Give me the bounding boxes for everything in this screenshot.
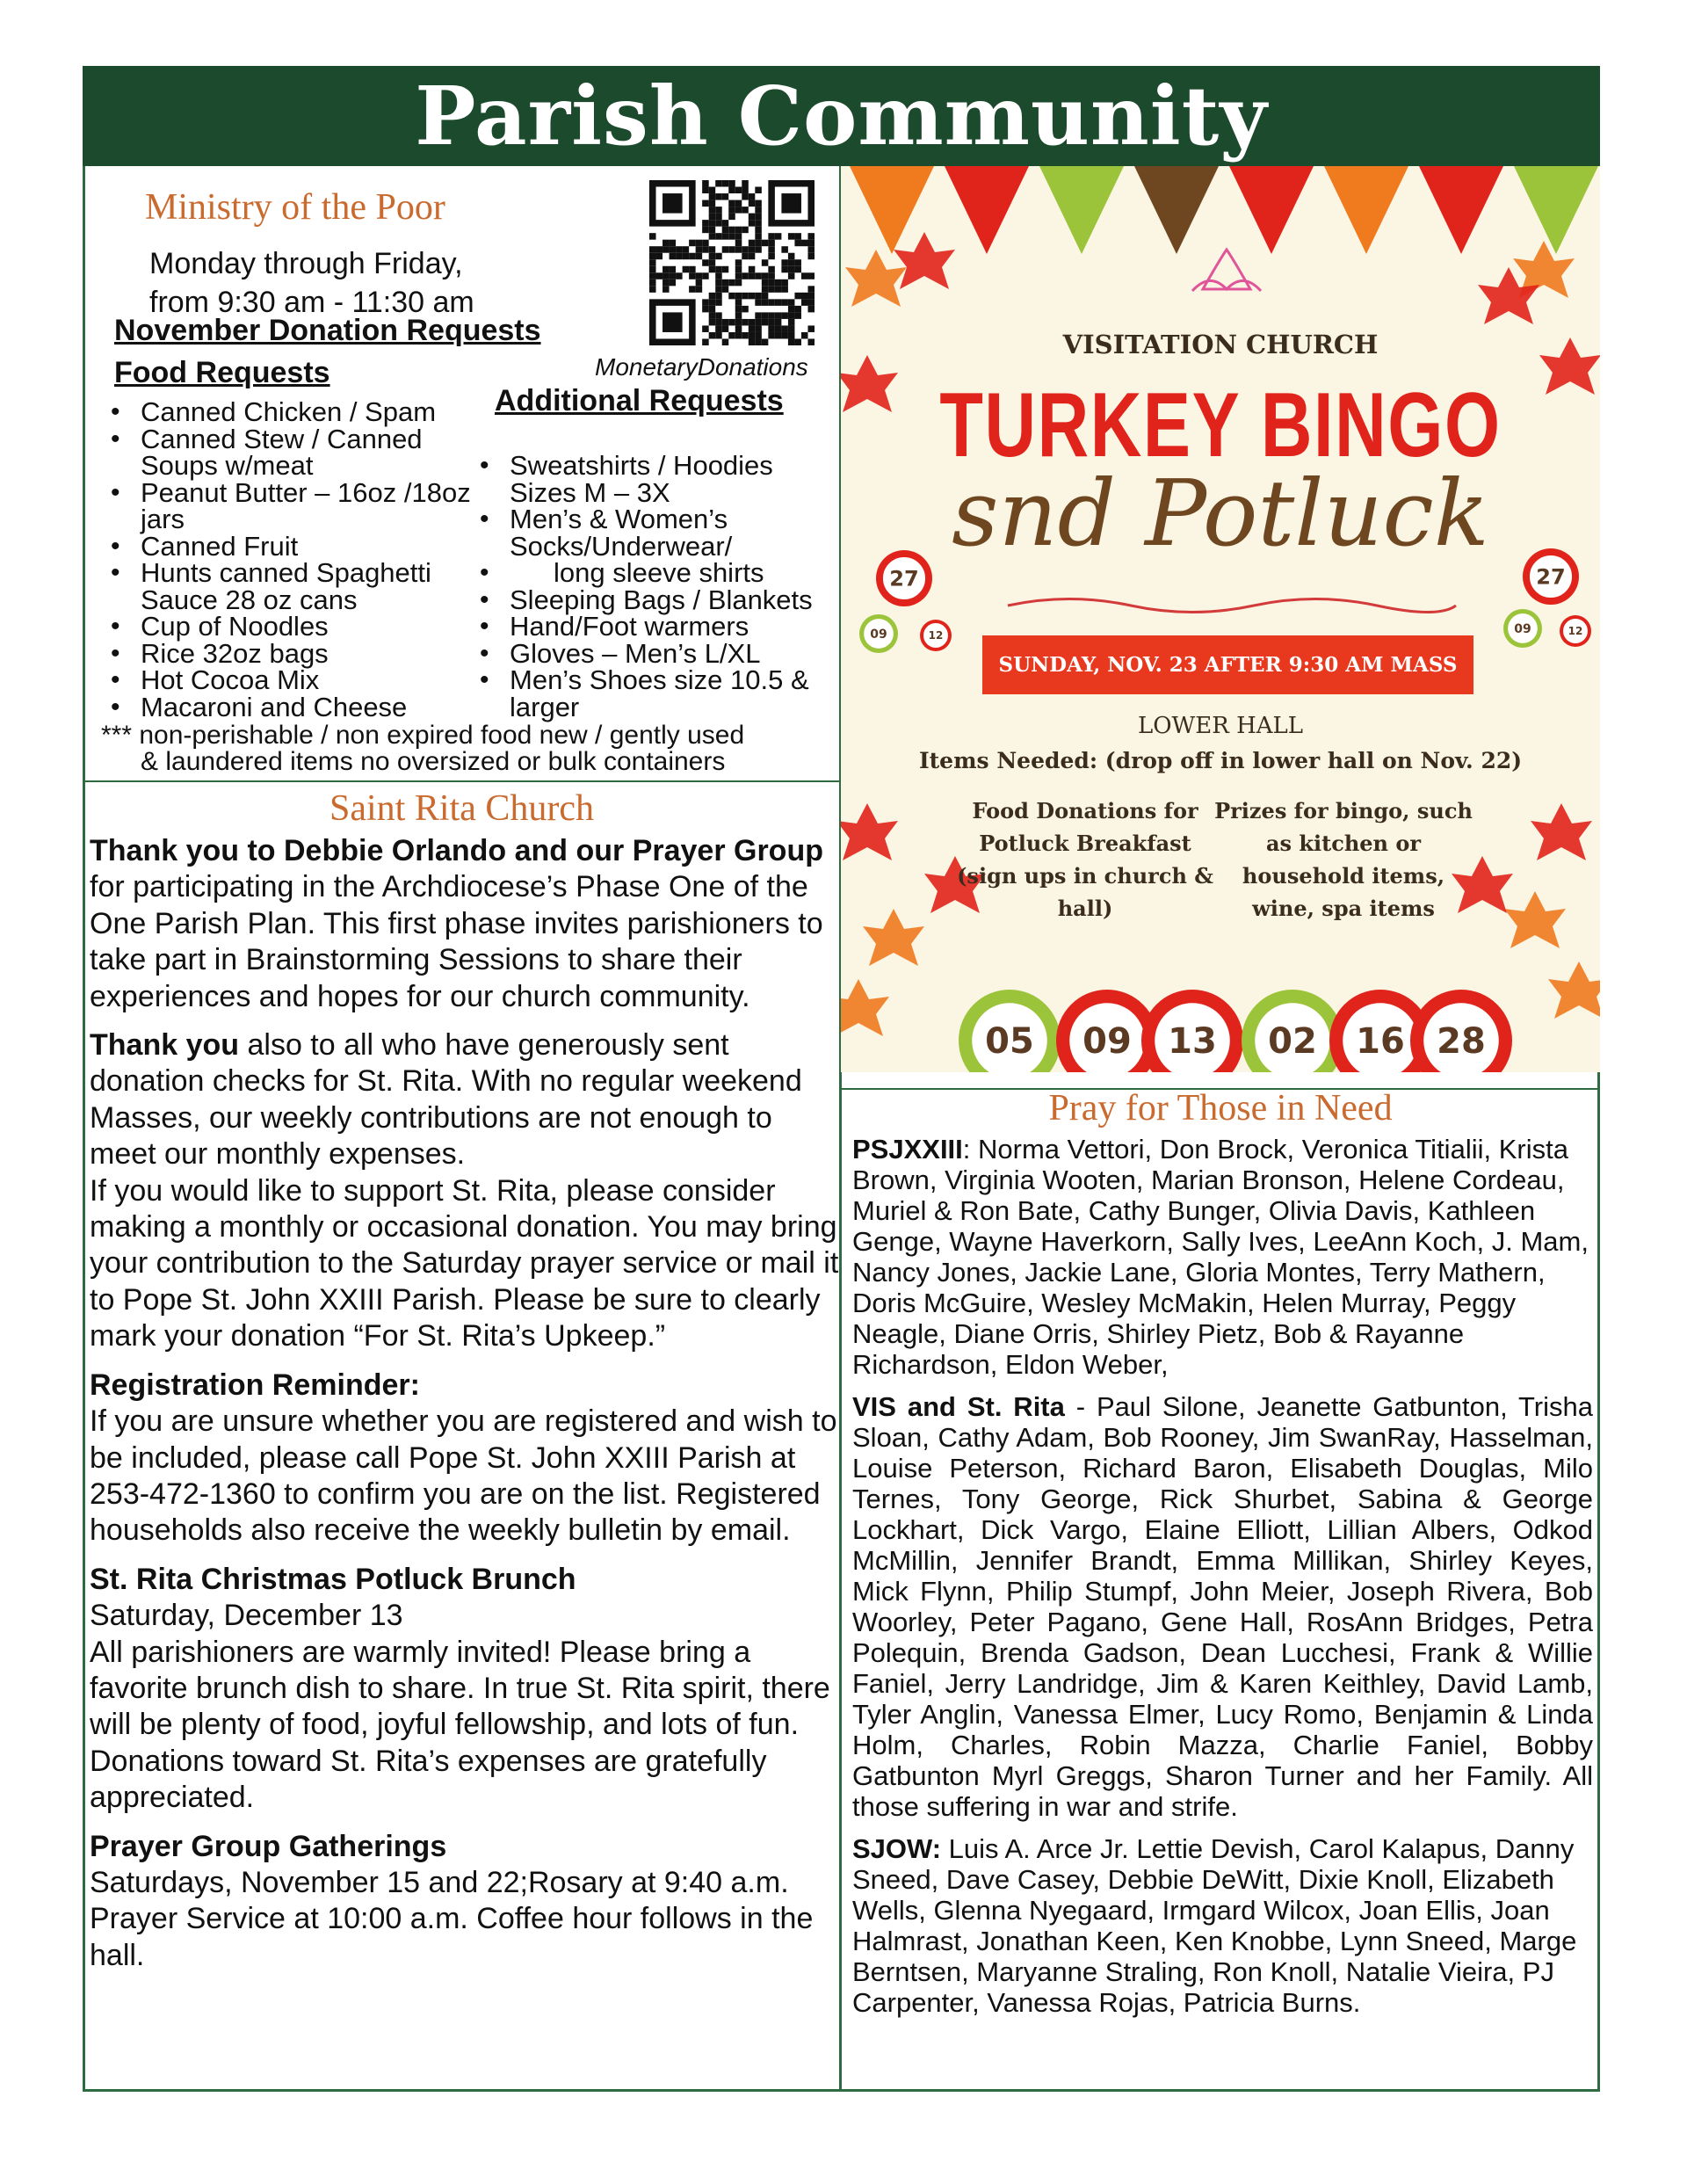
list-item-text: Hand/Foot warmers: [510, 611, 749, 642]
prayer-group-psjxxiii: [852, 1134, 1593, 1380]
turkey-bingo-flyer: [841, 166, 1600, 1072]
flyer-prizes: Prizes for bingo, such as kitchen or household items, wine, spa items: [1214, 798, 1473, 921]
bingo-ball-number: 28: [1437, 1021, 1486, 1062]
group-label: PSJXXIII: [852, 1134, 963, 1165]
paragraph-text: Saturdays, November 15 and 22;Rosary at 9:40 a.m. Prayer Service at 10:00 a.m. Coffee hour follows in the hall.: [90, 1865, 814, 1972]
st-rita-title: Saint Rita Church: [329, 788, 594, 829]
bold-lead: Thank you: [90, 1028, 240, 1063]
support-paragraph: If you would like to support St. Rita, please consider making a monthly or occasional donation. You may bring your contribution to the Saturday prayer service or mail it to Pope St. John XXIII Parish. Please be sure to clearly mark your donation “For St. Rita’s Upkeep.”: [90, 1173, 839, 1353]
list-item: [480, 613, 840, 641]
list-item: [480, 664, 840, 722]
flyer-date-banner: SUNDAY, NOV. 23 AFTER 9:30 AM MASS: [982, 635, 1473, 694]
list-item-text: Peanut Butter – 16oz /18oz jars: [141, 476, 471, 534]
bingo-ball-number: 13: [1168, 1021, 1217, 1062]
food-requests-heading: Food Requests: [114, 356, 330, 389]
list-item-text: Canned Stew / Canned Soups w/meat: [141, 423, 423, 481]
thanks-prayer-group: [90, 833, 840, 1015]
group-names: - Paul Silone, Jeanette Gatbunton, Trisha Sloan, Cathy Adam, Bob Rooney, Jim SwanRay, Hasselman, Louise Peterson, Richard Baron, Elisabeth Douglas, Milo Ternes, Tony George, Rick Shurbet, Sabina & George Lockhart, Dick Vargo, Elaine Elliott, Lillian Albers, Odkod McMillin, Jennifer Brandt, Emma Millikan, Shirley Keyes, Mick Flynn, Philip Stumpf, John Meier, Joseph Rivera, Bob Woorley, Peter Pagano, Gene Hall, RosAnn Bridges, Petra Polequin, Brenda Gadson, Dean Lucchesi, Frank & Willie Faniel, Jerry Landridge, Jim & Karen Keithley, David Lamb, Tyler Anglin, Vanessa Elmer, Lucy Romo, Benjamin & Linda Holm, Charles, Robin Mazza, Charlie Faniel, Bobby Gatbunton Myrl Greggs, Sharon Turner and her Family. All those suffering in war and strife.: [852, 1391, 1593, 1822]
bingo-ball-number: 09: [870, 627, 887, 642]
list-item: [111, 530, 480, 562]
maple-leaf-icon: [1531, 803, 1592, 860]
prayer-group-sjow: [852, 1833, 1593, 2018]
additional-requests-heading: Additional Requests: [495, 384, 784, 417]
bingo-ball-number: 16: [1356, 1021, 1405, 1062]
bingo-ball-number: 05: [985, 1021, 1034, 1062]
flyer-title: TURKEY BINGO: [939, 374, 1502, 476]
flyer-food-donations: Food Donations for Potluck Breakfast (sign ups in church & hall): [957, 798, 1213, 921]
list-item: [111, 613, 480, 641]
qr-code-icon[interactable]: [648, 180, 816, 345]
bingo-ball-number: 12: [928, 629, 944, 642]
event-date: Saturday, December 13: [90, 1599, 403, 1633]
list-item: [111, 423, 480, 481]
bingo-ball-number: 09: [1514, 621, 1531, 636]
maple-leaf-icon: [841, 355, 898, 412]
section-heading: Registration Reminder:: [90, 1368, 420, 1402]
prayer-list: [852, 1134, 1593, 2087]
list-item: [111, 476, 480, 534]
list-item-text: Cup of Noodles: [141, 611, 329, 642]
maple-leaf-icon: [1548, 961, 1600, 1019]
group-label: SJOW:: [852, 1833, 942, 1864]
list-item: [111, 637, 480, 669]
food-requests-list: [111, 396, 480, 722]
christmas-brunch: [90, 1562, 840, 1817]
list-item: [480, 506, 840, 560]
maple-leaf-icon: [841, 979, 889, 1036]
list-item-text: Macaroni and Cheese: [141, 691, 408, 722]
st-rita-body: [90, 833, 840, 2088]
paragraph-text: All parishioners are warmly invited! Please bring a favorite brunch dish to share. In true St. Rita spirit, there will be plenty of food, joyful fellowship, and lots of fun. Donations toward St. Rita’s expenses are gratefully appreciated.: [90, 1635, 830, 1815]
bunting-flag: [1134, 166, 1219, 254]
list-item-text: Canned Fruit: [141, 530, 299, 562]
list-item-text: Hunts canned Spaghetti Sauce 28 oz cans: [141, 557, 431, 615]
group-names: Luis A. Arce Jr. Lettie Devish, Carol Kalapus, Danny Sneed, Dave Casey, Debbie DeWitt, Dixie Knoll, Elizabeth Wells, Glenna Nyegaard, Irmgard Wilcox, Joan Ellis, Joan Halmrast, Jonathan Keen, Ken Knobbe, Lynn Sneed, Marge Berntsen, Maryanne Straling, Ron Knoll, Natalie Vieira, PJ Carpenter, Vanessa Rojas, Patricia Burns.: [852, 1833, 1577, 2018]
vine-divider: [1008, 599, 1456, 613]
section-heading: Prayer Group Gatherings: [90, 1829, 447, 1863]
list-item: [480, 450, 840, 508]
maple-leaf-icon: [845, 250, 907, 307]
list-item-text: Canned Chicken / Spam: [141, 396, 437, 427]
bingo-ball-number: 12: [1568, 625, 1583, 638]
maple-leaf-icon: [841, 803, 898, 860]
footnote-line: & laundered items no oversized or bulk containers: [141, 747, 726, 776]
thanks-donations: [90, 1027, 840, 1173]
frame-left: [83, 166, 85, 2091]
group-names: : Norma Vettori, Don Brock, Veronica Titialii, Krista Brown, Virginia Wooten, Marian Bronson, Helene Cordeau, Muriel & Ron Bate, Cathy Bunger, Olivia Davis, Kathleen Genge, Wayne Haverkorn, Sally Ives, LeeAnn Koch, J. Mam, Nancy Jones, Jackie Lane, Gloria Montes, Terry Mathern, Doris McGuire, Wesley McMakin, Helen Murray, Peggy Neagle, Diane Orris, Shirley Pietz, Bob & Rayanne Richardson, Eldon Weber,: [852, 1134, 1589, 1380]
flyer-items-needed: Items Needed: (drop off in lower hall on Nov. 22): [918, 748, 1523, 773]
left-section-divider: [83, 780, 841, 782]
bunting-flag: [1419, 166, 1503, 254]
list-item: [111, 664, 480, 695]
list-item: [480, 637, 840, 669]
list-item-text: Men’s Shoes size 10.5 & larger: [510, 664, 809, 722]
donation-footnote: [101, 722, 839, 775]
list-item-text: long sleeve shirts: [554, 557, 764, 588]
bunting-flag: [1324, 166, 1408, 254]
bingo-ball-number: 27: [1536, 564, 1566, 590]
bold-lead: Thank you to Debbie Orlando and our Prayer Group: [90, 834, 823, 867]
list-item-text: Men’s & Women’s Socks/Underwear/: [510, 504, 733, 562]
lotus-icon: [1192, 250, 1261, 291]
hours-line: Monday through Friday,: [149, 247, 463, 280]
maple-leaf-icon: [1504, 891, 1566, 948]
list-item-text: Sweatshirts / Hoodies Sizes M – 3X: [510, 450, 773, 508]
list-item: [111, 557, 480, 615]
bunting-flag: [1229, 166, 1314, 254]
list-item-text: Rice 32oz bags: [141, 637, 329, 669]
bingo-ball-number: 09: [1082, 1021, 1132, 1062]
prayer-group-gatherings: [90, 1829, 840, 1975]
additional-requests-list: [480, 450, 840, 722]
hours-line: from 9:30 am - 11:30 am: [149, 286, 474, 319]
ministry-hours: [149, 244, 474, 322]
prayer-list-title: Pray for Those in Need: [1048, 1088, 1393, 1128]
maple-leaf-icon: [894, 232, 955, 289]
footnote-line: *** non-perishable / non expired food new / gently used: [101, 721, 745, 750]
list-item: [111, 396, 480, 427]
page-title: Parish Community: [83, 66, 1600, 166]
list-item: [111, 691, 480, 722]
registration-reminder: [90, 1368, 840, 1549]
flyer-location: LOWER HALL: [1137, 713, 1304, 739]
paragraph-text: also to all who have generously sent donation checks for St. Rita. With no regular weekend Masses, our weekly contributions are not enough to meet our monthly expenses.: [90, 1028, 802, 1172]
list-item-text: Gloves – Men’s L/XL: [510, 637, 761, 669]
flyer-church: VISITATION CHURCH: [1062, 330, 1379, 359]
bunting-flag: [1039, 166, 1124, 254]
group-label: VIS and St. Rita: [852, 1391, 1065, 1422]
bingo-ball-number: 02: [1268, 1021, 1317, 1062]
maple-leaf-icon: [863, 909, 924, 966]
bingo-ball-number: 27: [889, 566, 919, 591]
flyer-decorations: [841, 166, 1600, 1072]
qr-caption: MonetaryDonations: [595, 353, 808, 381]
section-heading: St. Rita Christmas Potluck Brunch: [90, 1562, 576, 1596]
prayer-group-vis-st-rita: [852, 1391, 1593, 1822]
list-item-text: Hot Cocoa Mix: [141, 664, 320, 695]
list-item: [480, 584, 840, 615]
ministry-title: Ministry of the Poor: [145, 187, 445, 228]
bunting-flag: [1514, 166, 1598, 254]
bunting-flag: [945, 166, 1029, 254]
paragraph-text: for participating in the Archdiocese’s Phase One of the One Parish Plan. This first phase invites parishioners to take part in Brainstorming Sessions to share their experiences and hopes for our church community.: [90, 870, 823, 1013]
paragraph-text: If you are unsure whether you are registered and wish to be included, please call Pope St. John XXIII Parish at 253-472-1360 to confirm you are on the list. Registered households also receive the weekly bulletin by email.: [90, 1404, 837, 1548]
list-item: [480, 557, 840, 588]
flyer-subtitle: snd Potluck: [952, 460, 1489, 567]
list-item-text: Sleeping Bags / Blankets: [510, 584, 813, 615]
donation-heading: November Donation Requests: [114, 314, 541, 347]
